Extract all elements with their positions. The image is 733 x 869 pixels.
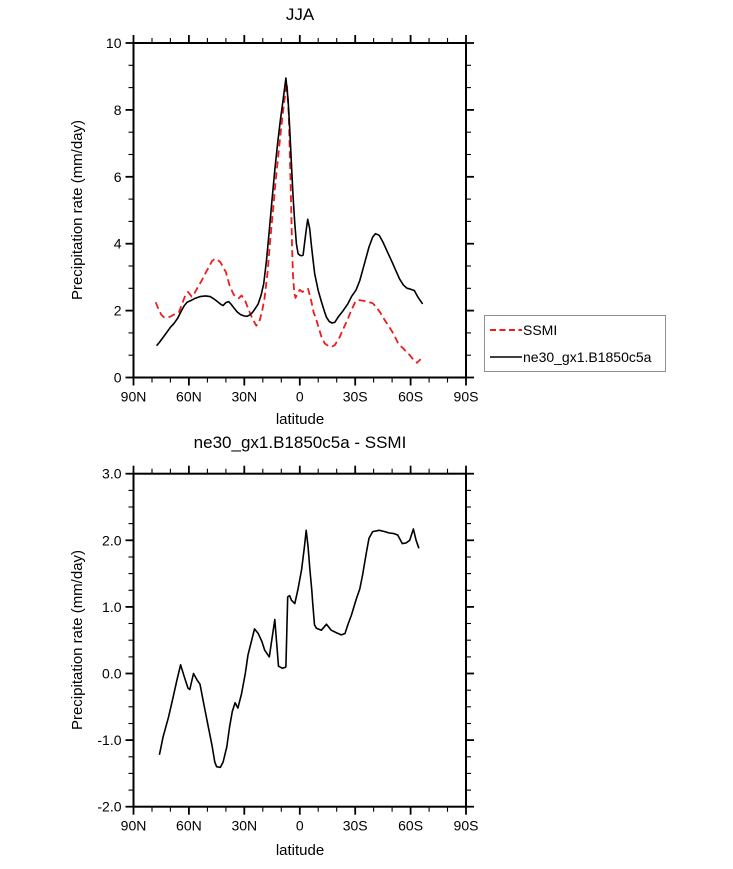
- svg-text:10: 10: [105, 35, 122, 51]
- legend-entry-ssmi: [485, 318, 665, 342]
- axis-ticks: [126, 35, 475, 386]
- tick-labels: [97, 466, 478, 834]
- plot-border: [134, 43, 467, 378]
- top-yaxis-label: Precipitation rate (mm/day): [69, 119, 86, 301]
- svg-text:4: 4: [113, 235, 122, 252]
- legend-dashed-line-icon: [489, 327, 523, 333]
- series-line: [157, 78, 423, 346]
- top-xaxis-label: latitude: [275, 411, 325, 428]
- svg-text:0: 0: [295, 817, 304, 834]
- svg-text:1.0: 1.0: [102, 598, 122, 615]
- series-line: [156, 83, 421, 363]
- svg-text:3.0: 3.0: [102, 465, 122, 482]
- svg-text:30S: 30S: [342, 388, 368, 405]
- bottom-chart-title: ne30_gx1.B1850c5a - SSMI: [193, 433, 407, 452]
- difference-chart: [97, 466, 478, 834]
- jja-chart: [106, 35, 479, 405]
- legend-label-ssmi: SSMI: [523, 321, 558, 338]
- svg-text:90N: 90N: [120, 817, 147, 834]
- svg-text:6: 6: [113, 168, 122, 185]
- series-line: [159, 529, 419, 767]
- svg-text:2: 2: [113, 302, 122, 319]
- svg-text:60N: 60N: [176, 817, 202, 834]
- svg-text:60S: 60S: [398, 817, 424, 834]
- legend: [484, 315, 666, 372]
- svg-text:60N: 60N: [176, 388, 202, 405]
- svg-text:-1.0: -1.0: [97, 732, 122, 749]
- svg-text:30N: 30N: [231, 817, 258, 834]
- svg-text:90S: 90S: [453, 388, 479, 405]
- plot-border: [134, 474, 467, 807]
- svg-text:2.0: 2.0: [102, 532, 122, 549]
- svg-text:30N: 30N: [231, 388, 258, 405]
- svg-text:8: 8: [113, 101, 122, 118]
- svg-text:0: 0: [295, 388, 304, 405]
- bottom-xaxis-label: latitude: [275, 842, 325, 859]
- svg-text:90S: 90S: [453, 817, 479, 834]
- legend-solid-line-icon: [489, 354, 523, 360]
- top-chart-title: JJA: [285, 5, 315, 24]
- svg-text:90N: 90N: [120, 388, 147, 405]
- legend-entry-ne30: [485, 345, 665, 369]
- axis-ticks: [126, 466, 475, 815]
- svg-text:0: 0: [113, 369, 122, 386]
- svg-text:30S: 30S: [342, 817, 368, 834]
- svg-text:0.0: 0.0: [102, 665, 122, 682]
- bottom-yaxis-label: Precipitation rate (mm/day): [69, 549, 86, 731]
- svg-text:60S: 60S: [398, 388, 424, 405]
- svg-text:-2.0: -2.0: [97, 798, 122, 815]
- legend-label-ne30: ne30_gx1.B1850c5a: [523, 349, 652, 366]
